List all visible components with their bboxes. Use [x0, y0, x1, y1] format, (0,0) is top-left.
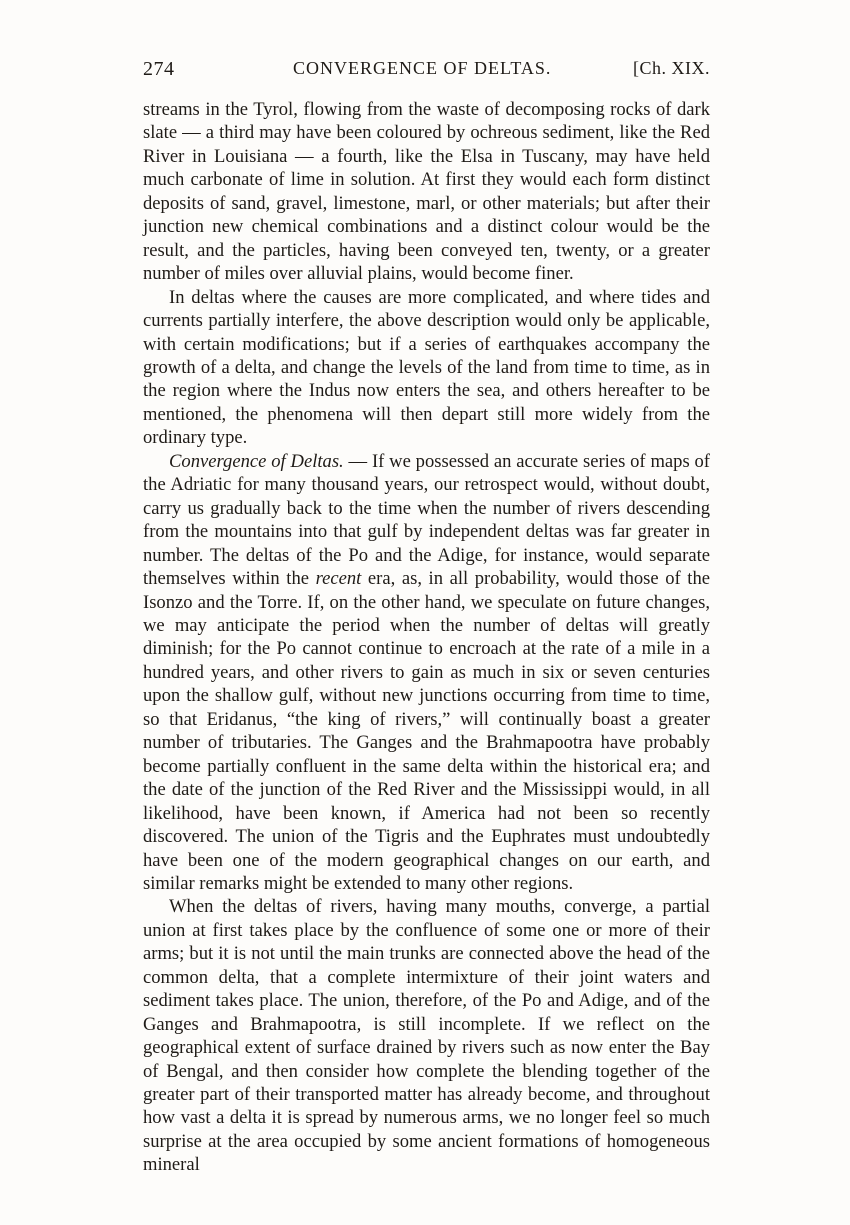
- page-number: 274: [143, 58, 175, 80]
- paragraph-3-text-before: — If we possessed an accurate series of maps of the Adriatic for many thousand years, our retrospect would, without doubt, carry us gradually back to the time when the number of rivers descending from the mountains into that gulf by independent deltas was far greater in number. The deltas of the Po and the Adige, for instance, would separate themselves within the: [143, 450, 711, 590]
- section-heading: Convergence of Deltas.: [169, 450, 344, 472]
- paragraph-2: In deltas where the causes are more complicated, and where tides and currents partially interfere, the above description would only be applicable, with certain modifications; but if a series of earthquakes accompany the growth of a delta, and change the levels of the land from time to time, as in the region where the Indus now enters the sea, and others hereafter to be mentioned, the phenomena will then depart still more widely from the ordinary type.: [143, 286, 710, 449]
- paragraph-4: When the deltas of rivers, having many mouths, converge, a partial union at first takes place by the confluence of some one or more of their arms; but it is not until the main trunks are connected above the head of the common delta, that a complete intermixture of their joint waters and sediment takes place. The union, therefore, of the Po and Adige, and of the Ganges and Brahmapootra, is still incomplete. If we reflect on the geographical extent of surface drained by rivers such as now enter the Bay of Bengal, and then consider how complete the blending together of the greater part of their transported matter has already become, and throughout how vast a delta it is spread by numerous arms, we no longer feel so much surprise at the area occupied by some ancient formations of homogeneous mineral: [143, 896, 710, 1176]
- emphasized-word: recent: [315, 568, 362, 590]
- paragraph-1: streams in the Tyrol, flowing from the waste of decomposing rocks of dark slate — a third may have been coloured by ochreous sediment, like the Red River in Louisiana — a fourth, like the Elsa in Tuscany, may have held much carbonate of lime in solution. At first they would each form distinct deposits of sand, gravel, limestone, marl, or other materials; but after their junction new chemical combinations and a distinct colour would be the result, and the particles, having been conveyed ten, twenty, or a greater number of miles over alluvial plains, would become finer.: [143, 99, 710, 285]
- paragraph-3-text-after: era, as, in all probability, would those of the Isonzo and the Torre. If, on the other hand, we speculate on future changes, we may anticipate the period when the number of deltas will greatly diminish; for the Po cannot continue to encroach at the rate of a mile in a hundred years, and other rivers to gain as much in six or seven centuries upon the shallow gulf, without new junctions occurring from time to time, so that Eridanus, “the king of rivers,” will continually boast a greater number of tributaries. The Ganges and the Brahmapootra have probably become partially confluent in the same delta within the historical era; and the date of the junction of the Red River and the Mississippi would, in all likelihood, have been known, if America had not been so recently discovered. The union of the Tigris and the Euphrates must undoubtedly have been one of the modern geographical changes on our earth, and similar remarks might be extended to many other regions.: [143, 568, 710, 894]
- running-title: CONVERGENCE OF DELTAS.: [293, 58, 552, 78]
- body-text: [143, 98, 710, 1177]
- chapter-reference: [Ch. XIX.: [633, 58, 710, 78]
- page-header: [143, 58, 710, 86]
- paragraph-3: [143, 450, 710, 896]
